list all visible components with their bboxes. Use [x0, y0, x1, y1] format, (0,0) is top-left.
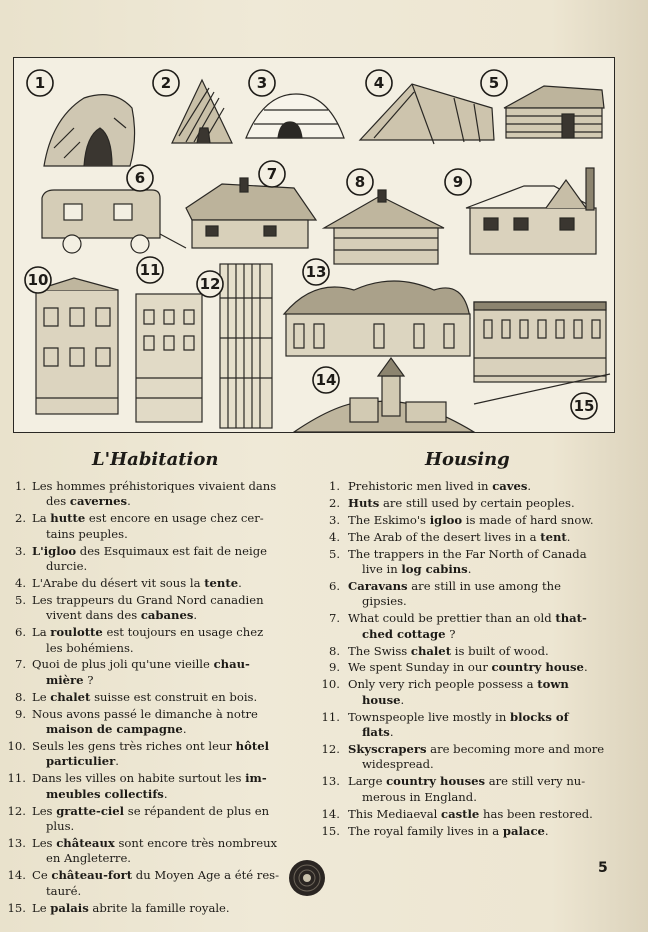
item-keyword: Skyscrapers [348, 742, 427, 756]
item-number: 6. [328, 578, 340, 593]
item-keyword: roulotte [50, 625, 103, 640]
item-text: . [182, 722, 187, 737]
item-line-1 [32, 625, 263, 639]
item-text: La [32, 511, 51, 526]
item-keyword: cabanes [140, 608, 194, 623]
item-text: Quoi de plus joli qu'une vieille [32, 657, 214, 672]
item-text: The Eskimo's [348, 512, 430, 527]
item-line-1 [32, 901, 230, 915]
item-text: vivent dans des [46, 608, 141, 623]
item-text: Nous avons passé le dimanche à notre [32, 706, 258, 721]
item-text: Prehistoric men lived in [348, 479, 493, 493]
english-item-7 [318, 611, 614, 642]
item-text: se répandent de plus en [124, 803, 270, 818]
item-keyword: maison de campagne [46, 722, 183, 737]
label-13: 13 [305, 263, 327, 281]
english-item-4 [318, 530, 614, 545]
french-item-7 [0, 657, 300, 688]
item-keyword: igloo [429, 512, 463, 527]
item-number: 8. [14, 689, 26, 704]
item-text: sont encore très nombreux [114, 835, 278, 850]
item-number: 6. [14, 625, 26, 640]
block-of-flats-drawing [136, 294, 202, 422]
item-keyword: Huts [348, 495, 380, 510]
item-text: The royal family lives in a [348, 823, 503, 838]
igloo-drawing [246, 94, 344, 138]
cave-drawing [44, 95, 135, 166]
item-number: 11. [321, 709, 340, 724]
item-text: Les [32, 803, 57, 818]
item-text: tauré. [46, 883, 82, 898]
item-line-1 [32, 771, 267, 785]
item-text: The Arab of the desert lives in a [348, 529, 541, 544]
french-item-2 [0, 511, 300, 542]
item-keyword: cavernes [69, 494, 128, 509]
label-15: 15 [573, 397, 595, 415]
item-line-2 [348, 627, 614, 642]
item-number: 3. [14, 543, 26, 558]
item-number: 12. [321, 742, 340, 756]
french-heading: L'Habitation [92, 449, 219, 470]
item-text: suisse est construit en bois. [90, 689, 258, 704]
item-text: durcie. [46, 559, 88, 574]
page-number: 5 [598, 860, 608, 876]
label-6: 6 [134, 169, 146, 187]
item-line-1 [348, 479, 531, 493]
item-number: 9. [328, 660, 340, 675]
item-number: 13. [321, 774, 340, 789]
item-number: 14. [321, 806, 340, 821]
english-item-1 [318, 479, 614, 494]
housing-illustration [13, 57, 615, 433]
item-keyword: castle [441, 806, 480, 821]
caravan-drawing [42, 190, 186, 253]
item-number: 3. [328, 512, 340, 527]
label-8: 8 [354, 173, 366, 191]
item-keyword: im- [245, 771, 267, 786]
item-keyword: country houses [386, 774, 486, 789]
item-line-2 [32, 722, 300, 737]
item-text: The Swiss [348, 643, 411, 658]
item-number: 10. [7, 739, 26, 753]
item-text: We spent Sunday in our [348, 660, 492, 675]
item-keyword: that- [555, 611, 587, 626]
english-vocabulary-list [318, 479, 614, 840]
french-item-9 [0, 707, 300, 738]
item-keyword: tent [540, 529, 567, 544]
item-text: . [566, 529, 571, 544]
item-text: are still in use among the [407, 578, 561, 593]
thatched-cottage-drawing [186, 178, 316, 248]
item-text: . [163, 786, 168, 801]
item-keyword: hutte [50, 511, 86, 526]
item-text: Les trappeurs du Grand Nord canadien [32, 592, 264, 607]
item-keyword: particulier [46, 754, 116, 769]
item-number: 14. [7, 868, 26, 883]
item-number: 9. [14, 706, 26, 721]
item-number: 8. [328, 643, 340, 658]
item-text: merous in England. [362, 789, 477, 804]
item-text: La [32, 625, 51, 640]
item-line-1 [348, 807, 593, 821]
item-keyword: blocks of [510, 709, 569, 724]
item-keyword: caves [492, 479, 528, 493]
english-item-3 [318, 513, 614, 528]
item-number: 13. [7, 835, 26, 850]
item-line-1 [32, 593, 264, 607]
log-cabin-drawing [504, 86, 604, 138]
item-keyword: L'igloo [32, 543, 77, 558]
item-text: . [238, 575, 242, 590]
item-line-1 [32, 804, 269, 818]
item-line-1 [348, 530, 570, 544]
english-item-13 [318, 774, 614, 805]
item-line-1 [32, 707, 258, 721]
french-item-3 [0, 544, 300, 575]
item-text: des Esquimaux est fait de neige [76, 543, 268, 558]
label-10: 10 [27, 271, 49, 289]
item-text: . [583, 660, 588, 675]
item-line-1 [348, 774, 585, 788]
item-line-2 [32, 787, 300, 802]
item-text: gipsies. [362, 594, 407, 609]
french-item-4 [0, 576, 300, 591]
item-text: Only very rich people possess a [348, 677, 538, 692]
item-text: L'Arabe du désert vit sous la [32, 575, 205, 590]
item-number: 11. [7, 771, 26, 786]
item-keyword: châteaux [56, 835, 115, 850]
item-number: 4. [328, 529, 340, 544]
item-text: Le [32, 900, 51, 915]
item-text: Les hommes préhistoriques vivaient dans [32, 479, 277, 493]
item-line-2 [32, 851, 300, 866]
french-item-5 [0, 593, 300, 624]
country-house-drawing [466, 168, 596, 254]
item-text: are still very nu- [485, 774, 586, 789]
item-line-1 [348, 496, 575, 510]
item-text: . [467, 562, 472, 577]
english-item-2 [318, 496, 614, 511]
label-5: 5 [488, 74, 500, 92]
item-text: Seuls les gens très riches ont leur [32, 739, 236, 753]
english-item-11 [318, 710, 614, 741]
english-item-5 [318, 547, 614, 578]
item-text: . [400, 692, 405, 707]
item-text: . [193, 608, 198, 623]
item-text: widespread. [362, 757, 434, 772]
item-text: les bohémiens. [46, 640, 134, 655]
item-keyword: tente [204, 575, 239, 590]
item-keyword: log cabins [401, 562, 468, 577]
item-text: . [527, 479, 532, 493]
french-item-15 [0, 901, 300, 916]
item-number: 7. [328, 611, 340, 626]
item-text: tains peuples. [46, 526, 128, 541]
item-keyword: Caravans [348, 578, 408, 593]
large-country-house-drawing [284, 281, 470, 356]
item-text: Les [32, 835, 57, 850]
item-line-2 [32, 527, 300, 542]
item-keyword: flats [362, 725, 390, 740]
english-heading: Housing [425, 449, 510, 470]
item-line-1 [32, 739, 269, 753]
english-item-8 [318, 644, 614, 659]
item-line-2 [32, 673, 300, 688]
item-line-2 [348, 757, 614, 772]
item-keyword: palais [50, 900, 89, 915]
label-2: 2 [160, 74, 172, 92]
french-item-13 [0, 836, 300, 867]
french-vocabulary-list [0, 479, 300, 917]
english-item-15 [318, 824, 614, 839]
french-item-6 [0, 625, 300, 656]
item-text: en Angleterre. [46, 851, 131, 866]
item-number: 10. [321, 677, 340, 692]
english-item-6 [318, 579, 614, 610]
item-keyword: château-fort [51, 868, 133, 883]
item-number: 15. [321, 823, 340, 838]
french-item-14 [0, 868, 300, 899]
item-line-1 [348, 547, 587, 561]
item-line-1 [32, 657, 250, 671]
item-text: abrite la famille royale. [88, 900, 230, 915]
item-text: Le [32, 689, 51, 704]
item-keyword: meubles collectifs [46, 786, 164, 801]
item-keyword: town [537, 677, 569, 692]
item-text: Townspeople live mostly in [348, 709, 510, 724]
item-text: est toujours en usage chez [102, 625, 264, 640]
french-item-1 [0, 479, 300, 510]
item-line-1 [348, 710, 569, 724]
item-line-2 [32, 494, 300, 509]
item-line-2 [348, 693, 614, 708]
item-number: 5. [328, 546, 340, 561]
item-number: 2. [14, 511, 26, 526]
item-line-2 [348, 562, 614, 577]
item-number: 1. [14, 479, 26, 493]
item-text: . [389, 725, 394, 740]
item-keyword: chalet [50, 689, 91, 704]
record-emblem-icon [287, 858, 327, 898]
skyscraper-drawing [220, 264, 272, 428]
item-line-1 [32, 544, 267, 558]
item-text: has been restored. [479, 806, 593, 821]
item-text: What could be prettier than an old [348, 611, 556, 626]
item-number: 7. [14, 657, 26, 672]
french-item-10 [0, 739, 300, 770]
label-3: 3 [256, 74, 268, 92]
label-9: 9 [452, 173, 464, 191]
item-line-2 [32, 641, 300, 656]
item-number: 4. [14, 575, 26, 590]
item-keyword: palace [502, 823, 545, 838]
item-line-1 [348, 660, 588, 674]
item-line-1 [348, 644, 549, 658]
item-keyword: hôtel [235, 739, 269, 753]
item-text: live in [362, 562, 402, 577]
item-keyword: house [362, 692, 401, 707]
label-11: 11 [139, 261, 161, 279]
item-text: . [115, 754, 119, 769]
item-keyword: chau- [213, 657, 250, 672]
item-number: 5. [14, 592, 26, 607]
item-line-1 [348, 579, 561, 593]
item-text: This Mediaeval [348, 806, 442, 821]
item-line-1 [348, 611, 587, 625]
item-line-1 [348, 742, 604, 756]
item-keyword: chalet [410, 643, 452, 658]
item-text: is made of hard snow. [462, 512, 594, 527]
item-text: Dans les villes on habite surtout les [32, 771, 246, 786]
english-item-12 [318, 742, 614, 773]
item-text: du Moyen Age a été res- [132, 868, 280, 883]
item-line-2 [32, 754, 300, 769]
item-line-1 [348, 824, 549, 838]
palace-drawing [474, 302, 610, 404]
item-line-1 [348, 677, 569, 691]
item-text: est encore en usage chez cer- [85, 511, 264, 526]
label-1: 1 [34, 74, 46, 92]
item-text: is built of wood. [451, 643, 549, 658]
label-4: 4 [373, 74, 385, 92]
item-line-1 [32, 511, 264, 525]
item-text: des [46, 494, 70, 509]
item-text: plus. [46, 819, 75, 834]
item-text: ? [445, 626, 456, 641]
item-line-1 [32, 836, 277, 850]
item-line-1 [32, 576, 242, 590]
item-line-2 [348, 790, 614, 805]
english-item-10 [318, 677, 614, 708]
swiss-chalet-drawing [324, 190, 444, 264]
item-keyword: ched cottage [362, 626, 446, 641]
item-line-1 [32, 479, 276, 493]
item-number: 2. [328, 495, 340, 510]
item-line-2 [32, 608, 300, 623]
label-7: 7 [266, 165, 278, 183]
english-item-9 [318, 660, 614, 675]
hut-drawing [172, 80, 232, 143]
item-keyword: mière [46, 672, 84, 687]
item-line-2 [32, 819, 300, 834]
item-text: Ce [32, 868, 52, 883]
item-text: The trappers in the Far North of Canada [348, 546, 587, 561]
item-number: 1. [328, 479, 340, 493]
english-item-14 [318, 807, 614, 822]
item-number: 12. [7, 803, 26, 818]
housing-drawings [14, 58, 614, 432]
town-house-drawing [36, 278, 118, 414]
item-text: . [544, 823, 549, 838]
french-item-11 [0, 771, 300, 802]
item-line-1 [32, 690, 257, 704]
item-keyword: country house [491, 660, 584, 675]
item-text: Large [348, 774, 387, 789]
item-keyword: gratte-ciel [56, 803, 125, 818]
item-text: ? [83, 672, 94, 687]
label-14: 14 [315, 371, 337, 389]
item-line-2 [32, 884, 300, 899]
french-item-12 [0, 804, 300, 835]
item-text: are becoming more and more [426, 742, 605, 756]
item-number: 15. [7, 900, 26, 915]
label-12: 12 [199, 275, 221, 293]
item-line-1 [348, 513, 594, 527]
french-item-8 [0, 690, 300, 705]
item-line-2 [348, 594, 614, 609]
item-text: are still used by certain peoples. [379, 495, 575, 510]
item-line-2 [32, 559, 300, 574]
item-line-1 [32, 868, 279, 882]
item-line-2 [348, 725, 614, 740]
item-text: . [127, 494, 131, 509]
